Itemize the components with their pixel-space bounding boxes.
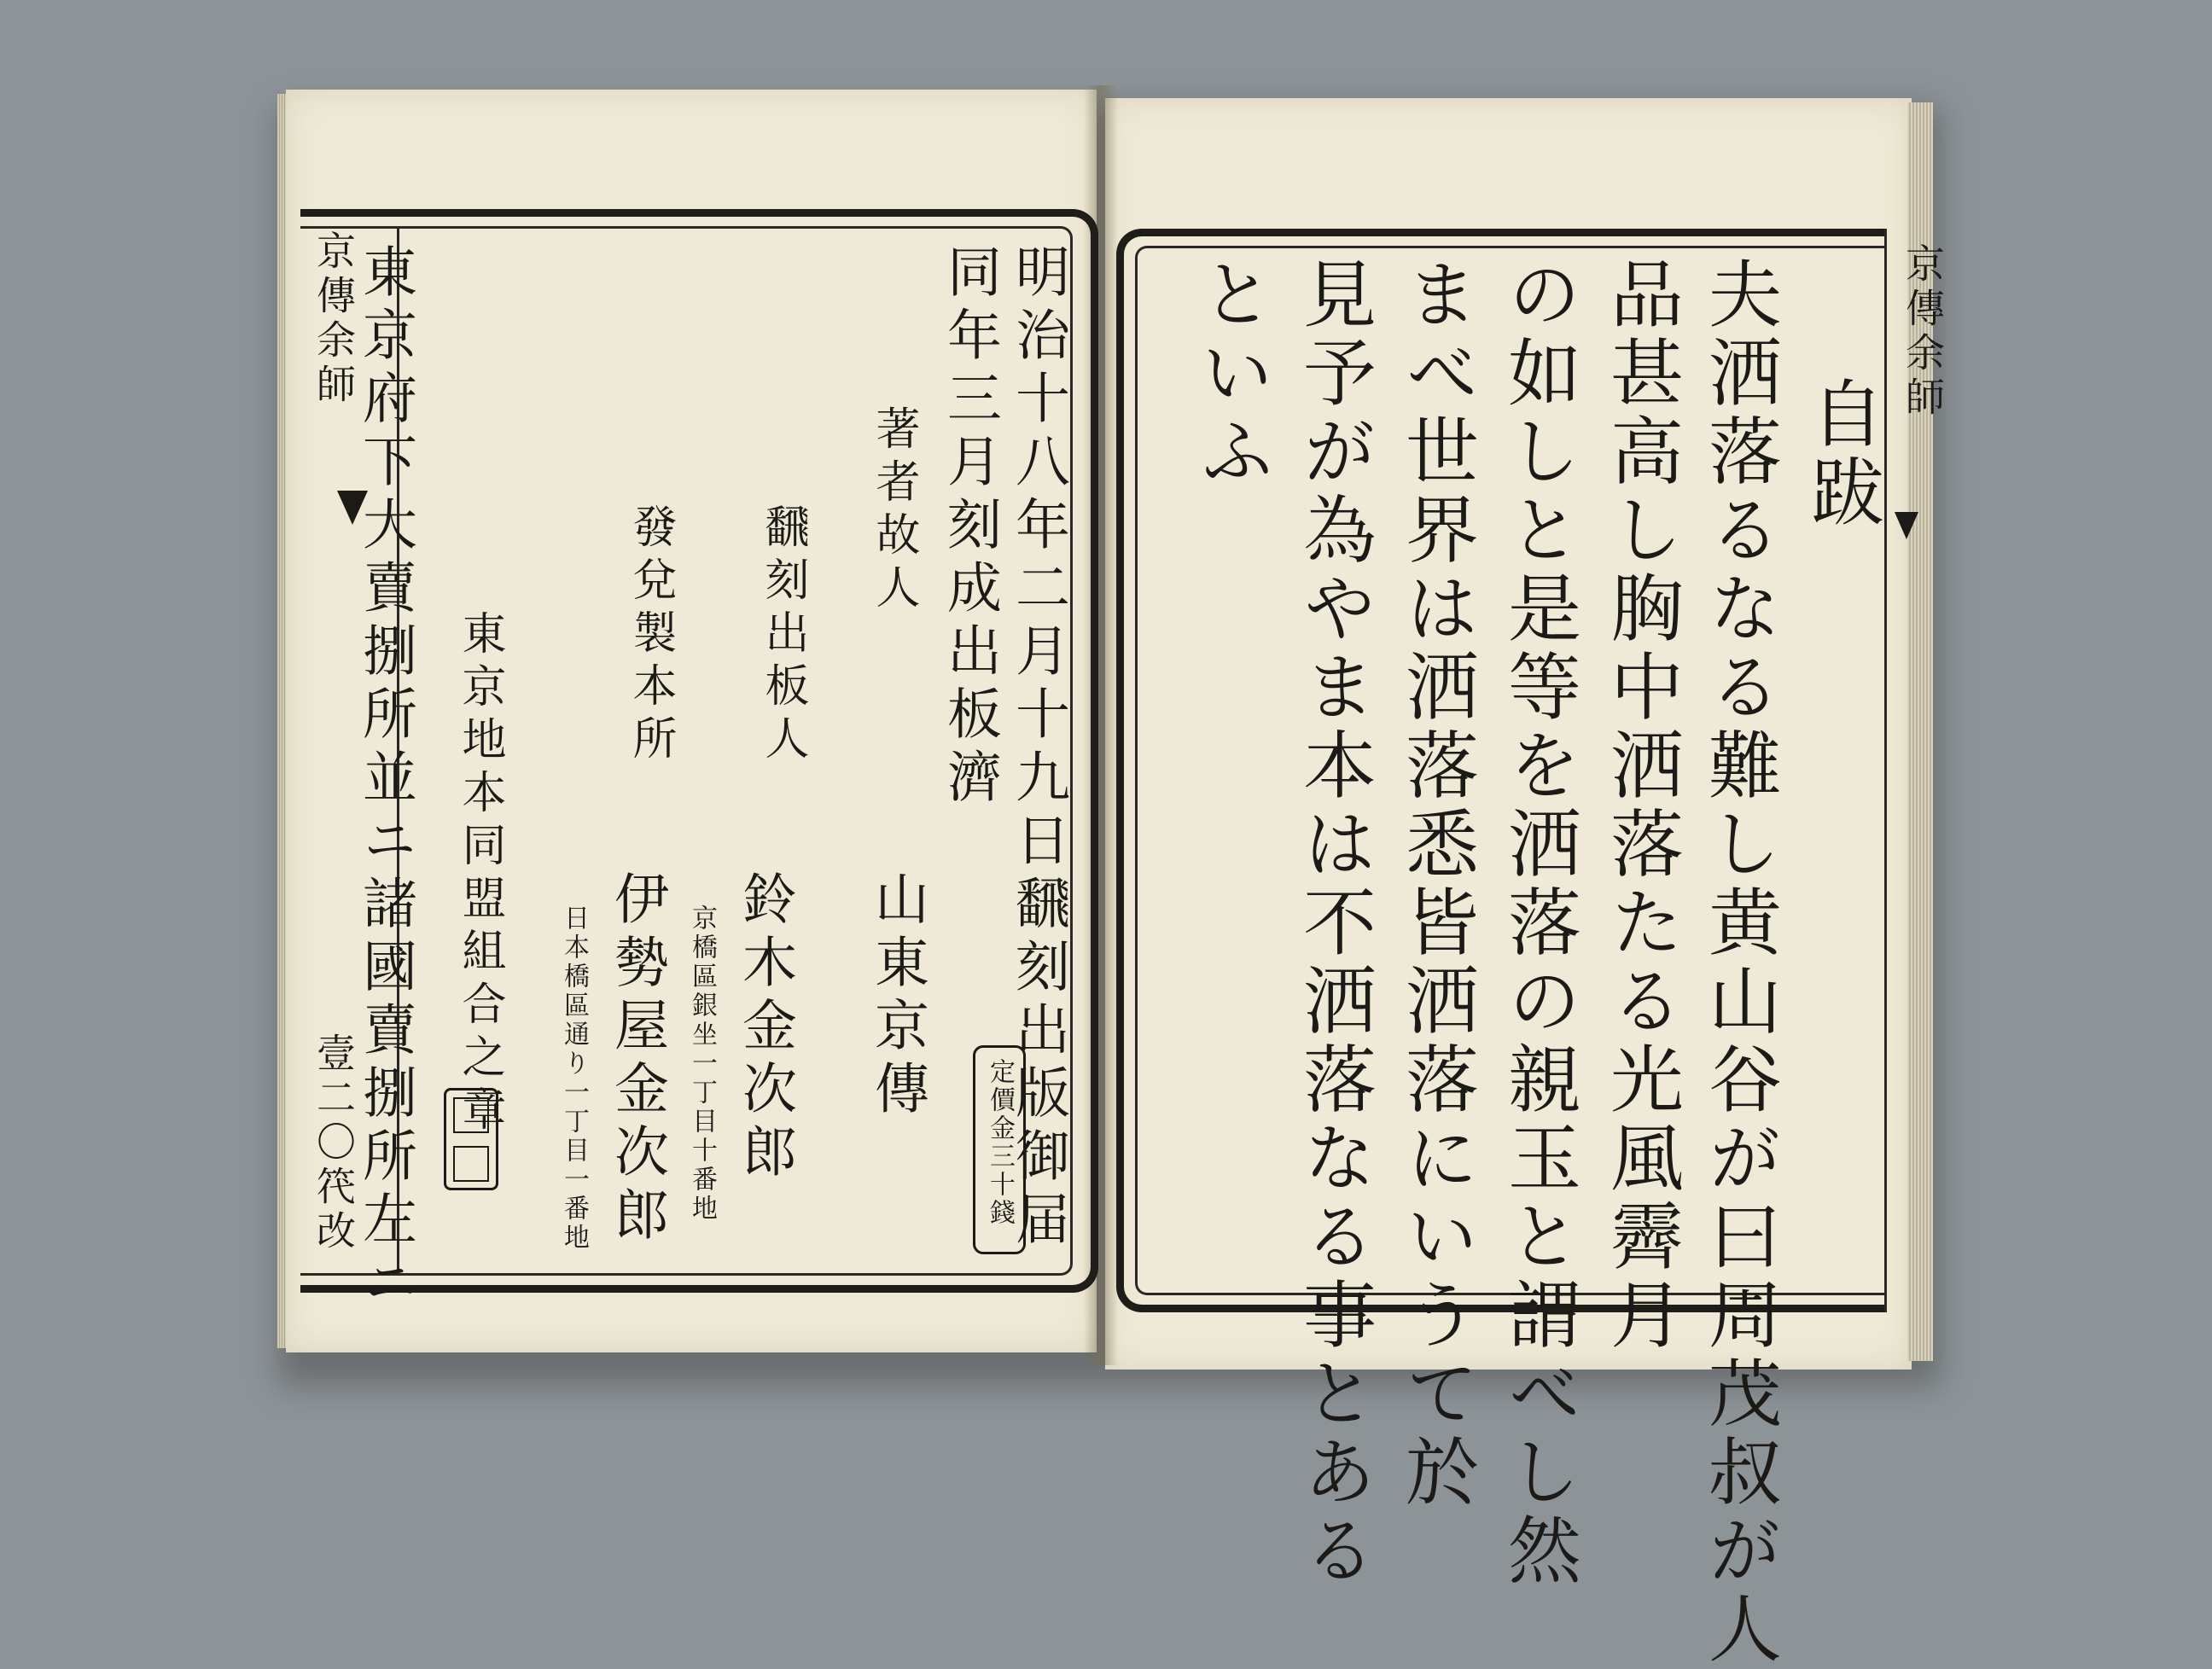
postface-title: 自跋 (1798, 375, 1883, 532)
left-margin-title: 京傳余師 (311, 230, 357, 408)
reprint-address: 京橋區銀坐一丁目十番地 (687, 904, 717, 1224)
author-label: 著者故人 (868, 405, 919, 617)
association-text: 東京地本同盟組合之章 (454, 610, 505, 1139)
text-line: といふ (1188, 256, 1273, 491)
left-margin-footer: 壹二〇笩改 (311, 1032, 357, 1254)
date-line-2: 同年三月刻成出板濟 (938, 243, 1001, 811)
author-name: 山東京傳 (865, 870, 928, 1123)
seller-label: 發兌製本所 (625, 503, 676, 768)
reprint-label: 飜刻出板人 (757, 503, 808, 768)
text-line: 夫洒落るなる難し黄山谷が曰周茂叔が人 (1696, 256, 1781, 1669)
fish-tail-mark-right (1895, 512, 1918, 539)
seal-cell (453, 1146, 489, 1182)
price-box (973, 1045, 1026, 1254)
date-line-1: 明治十八年二月十九日飜刻出版御届 (1006, 243, 1069, 1253)
text-line: 品甚高し胸中洒落たる光風霽月 (1598, 256, 1683, 1355)
seller-address: 日本橋區通り一丁目一番地 (559, 904, 589, 1253)
publisher-line: 東京府下大賣捌所並ニ諸國賣捌所左ニ (353, 243, 416, 1317)
association-seal (444, 1088, 498, 1190)
price-text: 定價金三十錢 (985, 1058, 1015, 1227)
text-line: 見予が為やま本は不洒落なる事とある (1290, 256, 1376, 1590)
text-line: まべ世界は洒落悉皆洒落にいうて於 (1393, 256, 1478, 1512)
reprint-name: 鈴木金次郎 (733, 870, 796, 1186)
seal-cell (453, 1097, 489, 1133)
seller-name: 伊勢屋金次郎 (605, 870, 668, 1249)
right-margin-title: 京傳余師 (1900, 243, 1946, 421)
text-line: の如しと是等を洒落の親玉と謂べし然 (1495, 256, 1580, 1590)
